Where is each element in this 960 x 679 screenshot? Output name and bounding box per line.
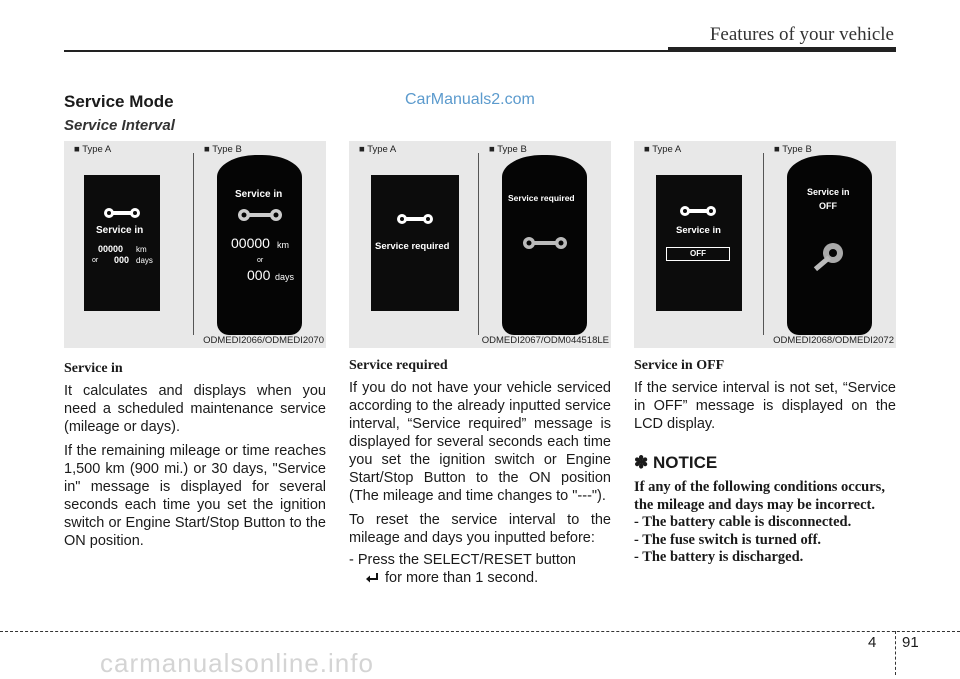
figure-divider	[478, 153, 479, 335]
paragraph-tail: for more than 1 second.	[385, 570, 539, 586]
footer-watermark: carmanualsonline.info	[100, 648, 374, 678]
cluster-screen-type-a	[84, 175, 160, 311]
notice-label: NOTICE	[652, 453, 718, 472]
type-b-label: ■ Type B	[204, 144, 242, 155]
cluster-screen-type-b	[787, 155, 872, 335]
screen-text: Service in	[96, 225, 144, 236]
notice-title	[634, 453, 896, 473]
return-arrow-icon	[365, 572, 379, 584]
paragraph: If you do not have your vehicle serviced according to the already inputted service interval, “Service required” message is displayed for several seconds each time you set the ignition switch or Engine Start/Stop Button to the ON position (The mileage and time changes to "---").	[349, 380, 611, 504]
cluster-screen-type-a	[656, 175, 742, 311]
screen-text: Service required	[508, 193, 575, 203]
wrench-icon	[104, 207, 140, 219]
cluster-screen-type-b	[217, 155, 302, 335]
watermark-link[interactable]: CarManuals2.com	[405, 91, 535, 108]
heading-service-required: Service required	[349, 358, 448, 373]
figure-divider	[193, 153, 194, 335]
paragraph: If the service interval is not set, “Service in OFF” message is displayed on the LCD display.	[634, 380, 896, 432]
paragraph-line	[349, 569, 611, 587]
figure-code: ODMEDI2067/ODM044518LE	[481, 335, 609, 346]
section-title: Service Mode	[64, 92, 174, 111]
paragraph: It calculates and displays when you need a scheduled maintenance service (mileage or days).	[64, 383, 326, 435]
screen-unit: days	[136, 256, 153, 265]
heading-service-in: Service in	[64, 361, 123, 376]
screen-text: Service in	[676, 225, 721, 236]
page-number-separator	[895, 631, 896, 675]
screen-unit: days	[275, 272, 295, 282]
wrench-icon	[397, 213, 433, 225]
type-a-label: ■ Type A	[644, 144, 682, 155]
screen-unit: km	[136, 245, 147, 254]
screen-or: or	[92, 257, 99, 264]
header-title: Features of your vehicle	[709, 24, 894, 45]
notice-intro: If any of the following conditions occurs, the mileage and days may be incorrect.	[634, 479, 885, 513]
screen-text: OFF	[819, 201, 837, 211]
screen-value: 000	[114, 255, 130, 265]
notice-icon: ✽	[634, 453, 649, 472]
column-service-required	[349, 358, 611, 587]
column-service-in	[64, 361, 326, 550]
figure-panel-service-required	[349, 141, 611, 348]
screen-or: or	[257, 257, 264, 264]
figure-divider	[763, 153, 764, 335]
screen-text: Service in	[235, 189, 283, 200]
screen-value: 00000	[231, 235, 270, 251]
screen-text: Service required	[375, 241, 450, 252]
heading-service-off: Service in OFF	[634, 358, 725, 373]
figure-code: ODMEDI2068/ODMEDI2072	[773, 335, 894, 346]
type-b-label: ■ Type B	[774, 144, 812, 155]
screen-value: 00000	[98, 244, 124, 254]
paragraph: If the remaining mileage or time reaches 1,500 km (900 mi.) or 30 days, "Service in" message is displayed for several seconds each time you set the ignition switch or Engine Start/Stop Button to the ON position.	[64, 443, 326, 549]
paragraph: - Press the SELECT/RESET button	[349, 552, 576, 568]
notice-item: - The battery cable is disconnected.	[634, 514, 852, 530]
wrench-icon	[522, 235, 568, 251]
footer-rule	[0, 631, 960, 632]
screen-off-box: OFF	[666, 247, 730, 261]
type-a-label: ■ Type A	[359, 144, 397, 155]
wrench-icon	[680, 205, 716, 217]
type-a-label: ■ Type A	[74, 144, 112, 155]
type-b-label: ■ Type B	[489, 144, 527, 155]
header-rule-thick	[668, 47, 896, 52]
screen-value: 000	[247, 267, 271, 283]
notice-box	[634, 453, 896, 567]
chapter-number: 4	[868, 634, 877, 651]
section-subtitle: Service Interval	[64, 117, 175, 134]
figure-panel-service-in	[64, 141, 326, 348]
paragraph: To reset the service interval to the mileage and days you inputted before:	[349, 512, 611, 546]
notice-item: - The fuse switch is turned off.	[634, 531, 822, 548]
cluster-screen-type-a	[371, 175, 459, 311]
wrench-icon	[237, 207, 283, 223]
figure-panel-service-off	[634, 141, 896, 348]
screen-unit: km	[277, 240, 289, 250]
column-service-off	[634, 358, 896, 567]
cluster-screen-type-b	[502, 155, 587, 335]
screen-text: Service in	[807, 187, 850, 197]
notice-item: - The battery is discharged.	[634, 549, 804, 565]
page-number: 91	[902, 634, 919, 651]
figure-code: ODMEDI2066/ODMEDI2070	[203, 335, 324, 346]
header-rule	[64, 50, 668, 52]
gear-wrench-icon	[809, 233, 851, 275]
